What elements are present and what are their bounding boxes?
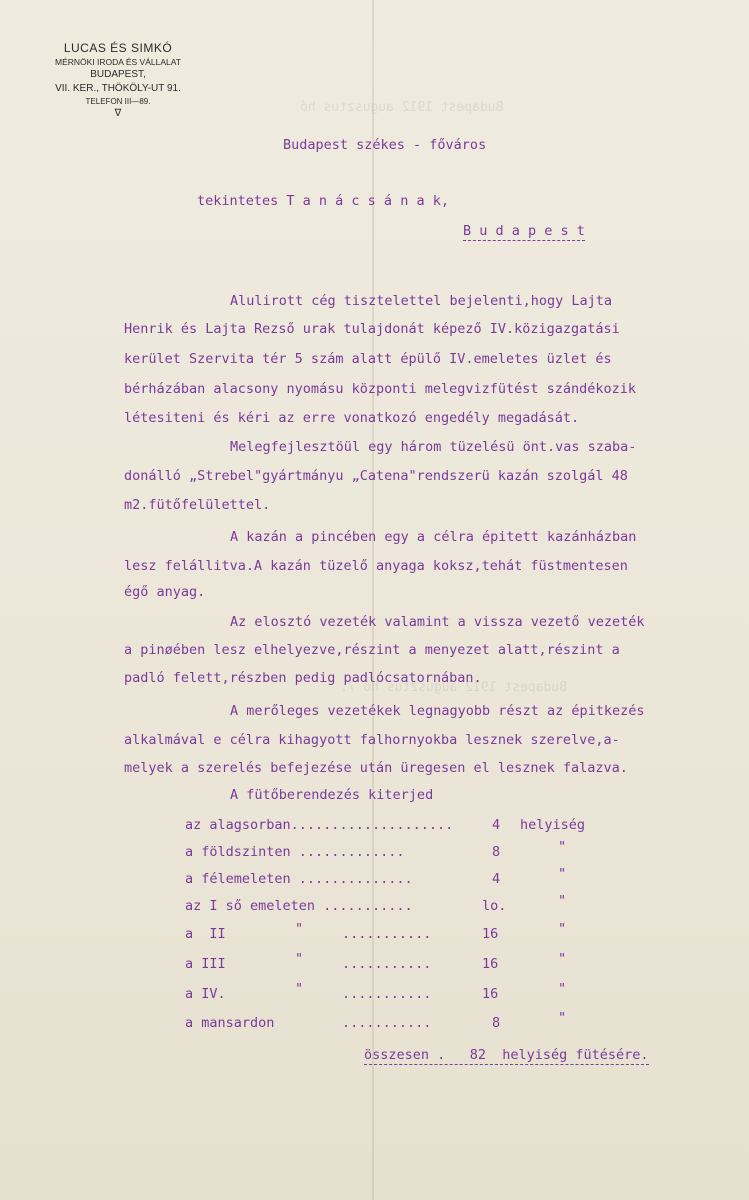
- firm-address: VII. KER., THÖKÖLY-UT 91.: [55, 83, 181, 94]
- triangle-mark-icon: ∇: [114, 108, 122, 119]
- total-label: összesen: [364, 1047, 430, 1063]
- row-count: 16: [482, 926, 499, 942]
- body-line: Melegfejlesztöül egy három tüzelésü önt.vas szaba-: [230, 439, 637, 455]
- addressee-line-3: B u d a p e s t: [463, 223, 585, 239]
- row-count: 16: [482, 956, 499, 972]
- table-row: [185, 870, 413, 888]
- row-count: 4: [492, 871, 501, 887]
- row-unit: ": [558, 951, 567, 967]
- letterhead: [38, 40, 198, 120]
- row-unit: ": [558, 1010, 567, 1026]
- row-unit: helyiség: [520, 817, 586, 833]
- body-line: Henrik és Lajta Rezső urak tulajdonát képező IV.közigazgatási: [124, 321, 620, 337]
- total-text: helyiség fütésére.: [502, 1047, 649, 1063]
- row-label: a III: [185, 956, 226, 972]
- row-ditto: ": [295, 921, 304, 937]
- body-line: donálló „Strebel"gyártmányu „Catena"rendszerü kazán szolgál 48: [124, 468, 628, 484]
- row-count: 16: [482, 986, 499, 1002]
- body-line: melyek a szerelés befejezése után üregesen el lesznek falazva.: [124, 760, 628, 776]
- body-line: a pinøében lesz elhelyezve,részint a menyezet alatt,részint a: [124, 642, 620, 658]
- firm-subtitle: MÉRNÖKI IRODA ÉS VÁLLALAT: [55, 57, 181, 67]
- table-row: [185, 843, 404, 861]
- body-line: m2.fütőfelülettel.: [124, 497, 271, 513]
- firm-telephone: TELEFON III—89.: [85, 97, 151, 106]
- body-line: padló felett,részben pedig padlócsatornában.: [124, 670, 482, 686]
- table-row: [185, 985, 226, 1003]
- row-label: az alagsorban: [185, 817, 291, 833]
- row-ditto: ": [295, 981, 304, 997]
- table-row: [185, 816, 453, 834]
- table-row: [185, 925, 226, 943]
- body-line: létesiteni és kéri az erre vonatkozó engedély megadását.: [124, 410, 580, 426]
- addressee-line-2: tekintetes T a n á c s á n a k,: [197, 193, 449, 209]
- total-dots: .: [429, 1047, 446, 1063]
- row-label: a IV.: [185, 986, 226, 1002]
- row-ditto: ": [295, 951, 304, 967]
- firm-city: BUDAPEST,: [90, 69, 146, 80]
- table-row: [185, 1014, 274, 1032]
- row-dots: ....................: [290, 817, 454, 833]
- row-count: 8: [492, 844, 501, 860]
- row-count: 8: [492, 1015, 501, 1031]
- row-count: 4: [492, 817, 501, 833]
- bleed-through: Budapest 1912 augusztus hó 7.: [340, 680, 567, 695]
- row-unit: ": [558, 893, 567, 909]
- row-label: a földszinten: [185, 844, 291, 860]
- row-unit: ": [558, 921, 567, 937]
- row-label: az I ső emeleten: [185, 898, 316, 914]
- row-unit: ": [558, 981, 567, 997]
- total-line: [364, 1046, 649, 1065]
- table-row: [185, 955, 226, 973]
- body-line: égő anyag.: [124, 584, 206, 600]
- row-dots: ...........: [342, 956, 432, 972]
- row-dots: ...........: [342, 926, 432, 942]
- row-unit: ": [558, 866, 567, 882]
- body-line: kerület Szervita tér 5 szám alatt épülő IV.emeletes üzlet és: [124, 351, 612, 367]
- row-label: a félemeleten: [185, 871, 291, 887]
- row-unit: ": [558, 839, 567, 855]
- row-dots: ...........: [315, 898, 413, 914]
- row-label: a mansardon: [185, 1015, 275, 1031]
- bleed-through: Budapest 1912 augusztus hó: [300, 100, 504, 115]
- row-dots: ..............: [290, 871, 413, 887]
- row-count: lo.: [482, 898, 507, 914]
- addressee-line-1: Budapest székes - főváros: [283, 137, 487, 153]
- body-line: bérházában alacsony nyomásu központi melegvizfütést szándékozik: [124, 381, 637, 397]
- row-dots: .............: [290, 844, 405, 860]
- row-dots: ...........: [342, 1015, 432, 1031]
- body-line: A fütőberendezés kiterjed: [230, 787, 434, 803]
- table-row: [185, 897, 413, 915]
- body-line: A kazán a pincében egy a célra épitett kazánházban: [230, 529, 637, 545]
- body-line: Alulirott cég tisztelettel bejelenti,hogy Lajta: [230, 293, 613, 309]
- row-dots: ...........: [342, 986, 432, 1002]
- body-line: A merőleges vezetékek legnagyobb részt az épitkezés: [230, 703, 645, 719]
- body-line: alkalmával e célra kihagyott falhornyokba lesznek szerelve,a-: [124, 732, 620, 748]
- body-line: Az elosztó vezeték valamint a vissza vezető vezeték: [230, 614, 645, 630]
- body-line: lesz felállitva.A kazán tüzelő anyaga koksz,tehát füstmentesen: [124, 558, 628, 574]
- row-label: a II: [185, 926, 226, 942]
- firm-name: LUCAS ÉS SIMKÓ: [63, 41, 173, 55]
- total-count: 82: [469, 1047, 486, 1063]
